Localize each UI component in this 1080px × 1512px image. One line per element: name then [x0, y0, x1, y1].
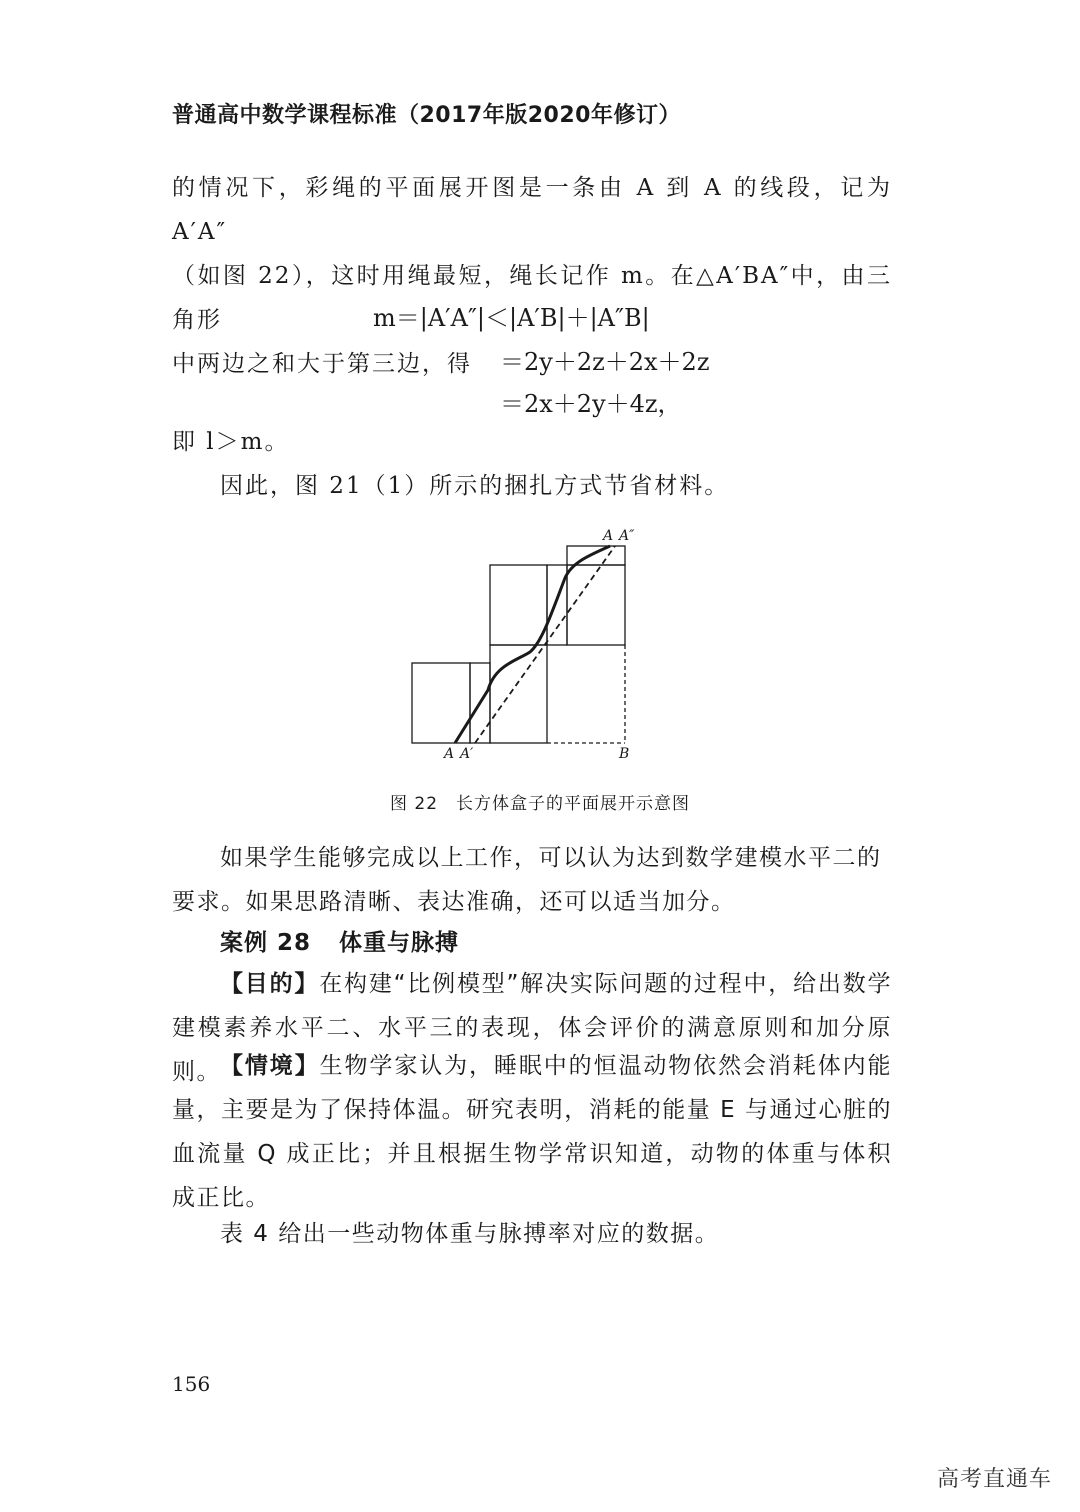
purpose-text: 在构建“比例模型”解决实际问题的过程中，给出数学建模素养水平二、水平三的表现，体会评价的满意原则和加分原则。	[172, 971, 892, 1085]
paragraph-line: 中两边之和大于第三边，得	[172, 351, 472, 377]
face-rect	[490, 565, 547, 645]
case-heading	[220, 924, 459, 957]
formula-line-3: ＝2x＋2y＋4z，	[500, 390, 682, 418]
case-title: 体重与脉搏	[339, 930, 460, 956]
conclusion-line-2: 因此，图 21（1）所示的捆扎方式节省材料。	[220, 473, 730, 499]
box-unfold-figure	[400, 520, 660, 770]
figure-caption	[0, 789, 1080, 814]
page-number: 156	[172, 1372, 211, 1396]
formula-line-2: ＝2y＋2z＋2x＋2z	[500, 348, 710, 376]
situation-tag: 【情境】	[220, 1053, 320, 1079]
face-rect	[567, 565, 625, 645]
paragraph-line: 的情况下，彩绳的平面展开图是一条由 A 到 A 的线段，记为 A′A″	[172, 175, 892, 245]
label-bottom-a-prime: A′	[460, 746, 474, 762]
formula-line-1: m＝|A′A″|＜|A′B|＋|A″B|	[373, 304, 650, 332]
label-top-a-double-prime: A″	[619, 528, 635, 544]
conclusion-line-1: 即 l＞m。	[172, 429, 290, 455]
paragraph-line: 如果学生能够完成以上工作，可以认为达到数学建模水平二的	[220, 845, 882, 871]
paragraph-line: 要求。如果思路清晰、表达准确，还可以适当加分。	[172, 889, 736, 915]
watermark: 高考直通车	[936, 1467, 1052, 1492]
purpose-tag: 【目的】	[220, 971, 320, 997]
figure-caption-number: 图 22	[389, 794, 439, 814]
paragraph-situation	[172, 1044, 892, 1220]
box-unfold-diagram	[400, 520, 660, 770]
label-bottom-b: B	[619, 746, 630, 762]
label-bottom-a: A	[444, 746, 455, 762]
paragraph-evaluation	[172, 836, 892, 924]
face-rect	[567, 546, 625, 565]
figure-caption-text: 长方体盒子的平面展开示意图	[456, 794, 691, 814]
situation-text: 生物学家认为，睡眠中的恒温动物依然会消耗体内能量，主要是为了保持体温。研究表明，消耗的能量 E 与通过心脏的血流量 Q 成正比；并且根据生物学常识知道，动物的体重与体积成正比。	[172, 1053, 893, 1211]
label-top-a: A	[603, 528, 614, 544]
paragraph-line: （如图 22），这时用绳最短，绳长记作 m。在△A′BA″中，由三角形	[172, 263, 892, 333]
running-header: 普通高中数学课程标准（2017年版2020年修订）	[172, 103, 681, 128]
case-number: 案例 28	[220, 930, 312, 956]
paragraph-table-intro: 表 4 给出一些动物体重与脉搏率对应的数据。	[220, 1221, 720, 1247]
